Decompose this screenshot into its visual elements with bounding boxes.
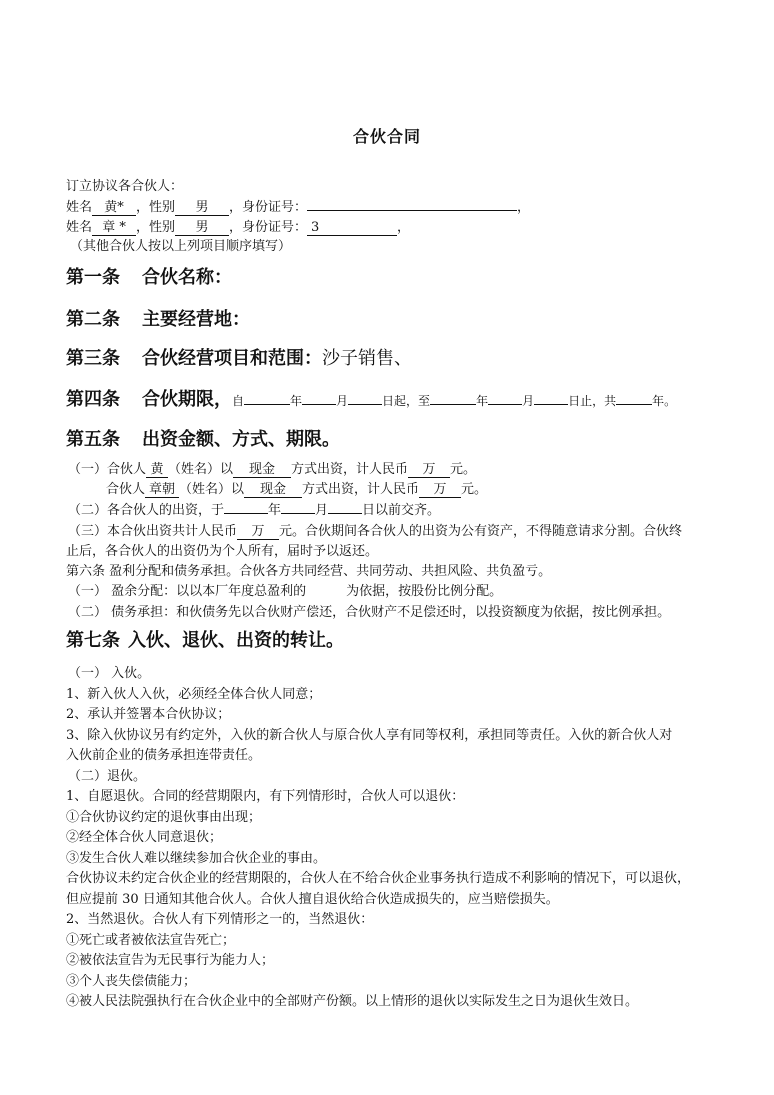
- id-label: ，身份证号：: [229, 200, 308, 215]
- contrib-amount-1: 万: [408, 462, 450, 478]
- list-item: 1、自愿退伙。合同的经营期限内，有下列情形时，合伙人可以退伙：: [66, 789, 465, 804]
- article-5: 第五条 出资金额、方式、期限。: [66, 429, 340, 450]
- total-amount: 万: [237, 524, 279, 540]
- list-item: ③个人丧失偿债能力；: [66, 974, 197, 989]
- list-item: ③发生合伙人难以继续参加合伙企业的事由。: [66, 851, 327, 866]
- article-3: 第三条 合伙经营项目和范围：沙子销售、: [66, 348, 412, 369]
- contrib-amount-2: 万: [419, 482, 461, 498]
- partner-2-line: 姓名 章 * ，性别 男 ，身份证号： 3 ，: [66, 220, 411, 235]
- article-7: 第七条 入伙、退伙、出资的转让。: [66, 630, 344, 651]
- partner-2-name: 章 *: [92, 220, 136, 236]
- list-item: ①死亡或者被依法宣告死亡；: [66, 933, 236, 948]
- contribution-deadline: （二）各合伙人的出资，于 年 月 日以前交齐。: [68, 503, 441, 518]
- list-item: （二）退伙。: [68, 769, 147, 784]
- sex-label: ，性别: [136, 220, 176, 235]
- article-6: 第六条 盈利分配和债务承担。合伙各方共同经营、共同劳动、共担风险、共负盈亏。: [66, 564, 552, 579]
- list-item: （一） 入伙。: [68, 666, 151, 681]
- contrib-name-2: 章朝: [145, 482, 179, 498]
- list-item: 合伙协议未约定合伙企业的经营期限的，合伙人在不给合伙企业事务执行造成不利影响的情况下，可以退伙，: [66, 871, 691, 886]
- partner-1-line: 姓名 黄* ，性别 男 ，身份证号： ，: [66, 200, 531, 215]
- list-item: 入伙前企业的债务承担连带责任。: [66, 748, 262, 763]
- total-contribution-cont: 止后，各合伙人的出资仍为个人所有，届时予以返还。: [66, 544, 379, 559]
- list-item: 2、当然退伙。合伙人有下列情形之一的，当然退伙：: [66, 912, 374, 927]
- partner-1-id: [307, 210, 517, 211]
- sex-label: ，性别: [136, 200, 176, 215]
- contrib-method-1: 现金: [233, 462, 291, 478]
- list-item: ④被人民法院强执行在合伙企业中的全部财产份额。以上情形的退伙以实际发生之日为退伙生效日。: [66, 994, 639, 1009]
- total-contribution: （三）本合伙出资共计人民币 万 元。合伙期间各合伙人的出资为公有资产，不得随意请求分割。合伙终: [68, 524, 683, 539]
- list-item: ②经全体合伙人同意退伙；: [66, 830, 223, 845]
- document-title: 合伙合同: [352, 127, 421, 146]
- intro-line: 订立协议各合伙人：: [66, 179, 184, 194]
- list-item: ②被依法宣告为无民事行为能力人；: [66, 953, 275, 968]
- contrib-method-2: 现金: [244, 482, 302, 498]
- business-scope: 沙子销售、: [322, 348, 412, 369]
- list-item: 3、除入伙协议另有约定外，入伙的新合伙人与原合伙人享有同等权利，承担同等责任。入伙的新合伙人对: [66, 728, 673, 743]
- article-1: 第一条 合伙名称：: [66, 267, 232, 288]
- id-label: ，身份证号：: [229, 220, 308, 235]
- list-item: 2、承认并签署本合伙协议；: [66, 707, 231, 722]
- article-4: 第四条 合伙期限，自 年 月 日起，至 年 月 日止，共 年。: [66, 389, 677, 410]
- contribution-partner-2: 合伙人 章朝 （姓名）以 现金 方式出资，计人民币 万 元。: [106, 482, 488, 497]
- partner-2-id: 3: [307, 220, 397, 236]
- debt-bearing: （二） 债务承担：和伙债务先以合伙财产偿还，合伙财产不足偿还时，以投资额度为依据，按比例承担。: [68, 605, 671, 620]
- profit-distribution: （一） 盈余分配：以以本厂年度总盈利的 为依据，按股份比例分配。: [68, 584, 503, 599]
- partner-2-sex: 男: [175, 220, 229, 236]
- list-item: 但应提前 30 日通知其他合伙人。合伙人擅自退伙给合伙造成损失的，应当赔偿损失。: [66, 892, 559, 907]
- list-item: ①合伙协议约定的退伙事由出现；: [66, 810, 262, 825]
- contrib-name-1: 黄: [146, 462, 168, 478]
- list-item: 1、新入伙人入伙，必须经全体合伙人同意；: [66, 687, 322, 702]
- article-2: 第二条 主要经营地：: [66, 309, 250, 330]
- name-label: 姓名: [66, 200, 93, 215]
- partner-1-name: 黄*: [92, 200, 136, 216]
- name-label: 姓名: [66, 220, 93, 235]
- partner-1-sex: 男: [175, 200, 229, 216]
- fill-note: （其他合伙人按以上列项目顺序填写）: [70, 239, 292, 254]
- contribution-partner-1: （一）合伙人 黄 （姓名）以 现金 方式出资，计人民币 万 元。: [68, 462, 477, 477]
